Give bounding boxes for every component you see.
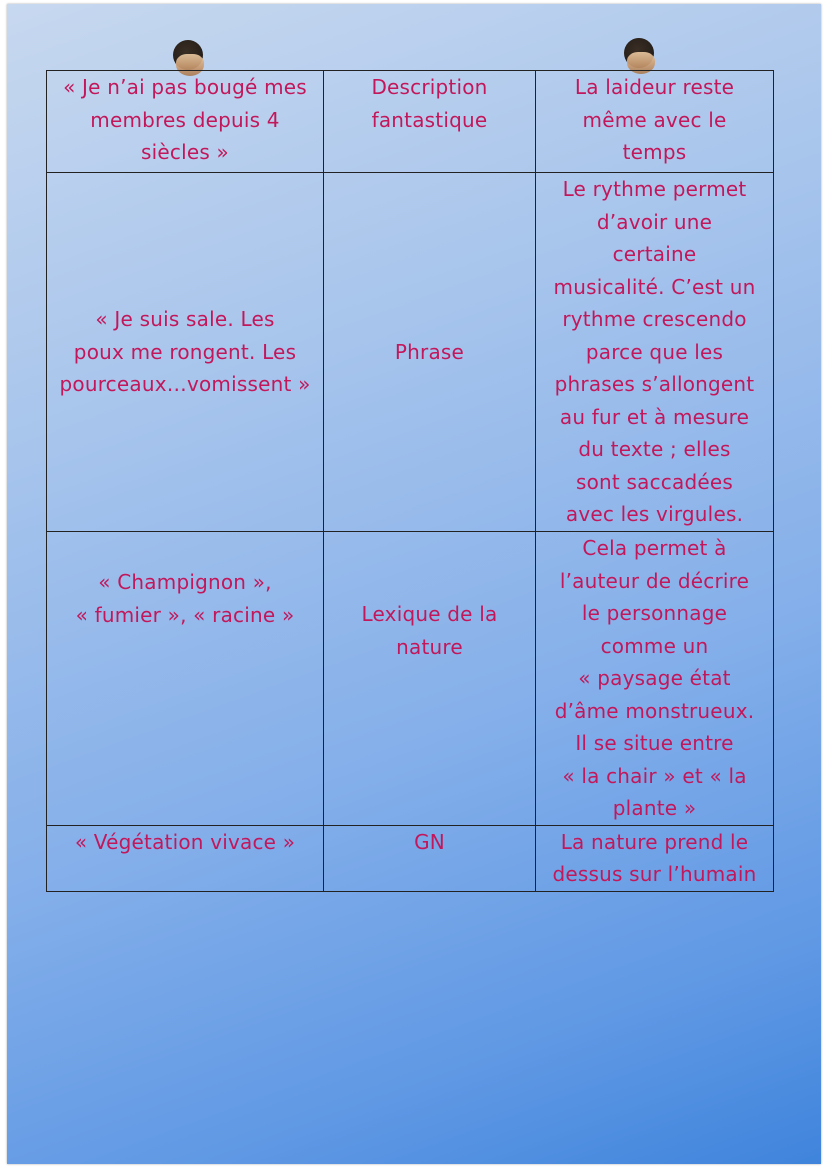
procede-text: Phrase bbox=[394, 339, 465, 364]
interpretation-cell bbox=[536, 825, 774, 891]
procede-cell bbox=[324, 71, 536, 173]
citation-cell bbox=[47, 71, 324, 173]
procede-text: GN bbox=[414, 829, 445, 854]
citation-cell bbox=[47, 532, 324, 826]
interpretation-cell bbox=[536, 71, 774, 173]
table-row bbox=[47, 71, 774, 173]
procede-text: Description fantastique bbox=[371, 75, 488, 132]
citation-text: « Végétation vivace » bbox=[74, 829, 296, 854]
table-row bbox=[47, 825, 774, 891]
procede-cell bbox=[324, 532, 536, 826]
punch-hole-right bbox=[624, 38, 654, 68]
citation-text: « Je suis sale. Les poux me rongent. Les pourceaux…vomissent » bbox=[59, 307, 311, 397]
interpretation-text: Le rythme permet d’avoir une certaine musicalité. C’est un rythme crescendo parce que les phrases s’allongent au fur et à mesure du texte ; elles sont saccadées avec les virgules. bbox=[553, 177, 756, 527]
interpretation-cell bbox=[536, 173, 774, 532]
interpretation-text: La laideur reste même avec le temps bbox=[574, 75, 735, 164]
interpretation-text: La nature prend le dessus sur l’humain bbox=[552, 829, 757, 886]
table-row bbox=[47, 173, 774, 532]
interpretation-cell bbox=[536, 532, 774, 826]
punch-hole-left bbox=[173, 40, 203, 70]
procede-text: Lexique de la nature bbox=[361, 602, 498, 659]
procede-cell bbox=[324, 825, 536, 891]
citation-text: « Champignon », « fumier », « racine » bbox=[75, 570, 295, 627]
analysis-table bbox=[46, 70, 774, 892]
citation-cell bbox=[47, 173, 324, 532]
citation-text: « Je n’ai pas bougé mes membres depuis 4 siècles » bbox=[63, 75, 307, 164]
table-row bbox=[47, 532, 774, 826]
procede-cell bbox=[324, 173, 536, 532]
interpretation-text: Cela permet à l’auteur de décrire le personnage comme un « paysage état d’âme monstrueux. Il se situe entre « la chair » et « la plante » bbox=[554, 536, 755, 820]
citation-cell bbox=[47, 825, 324, 891]
